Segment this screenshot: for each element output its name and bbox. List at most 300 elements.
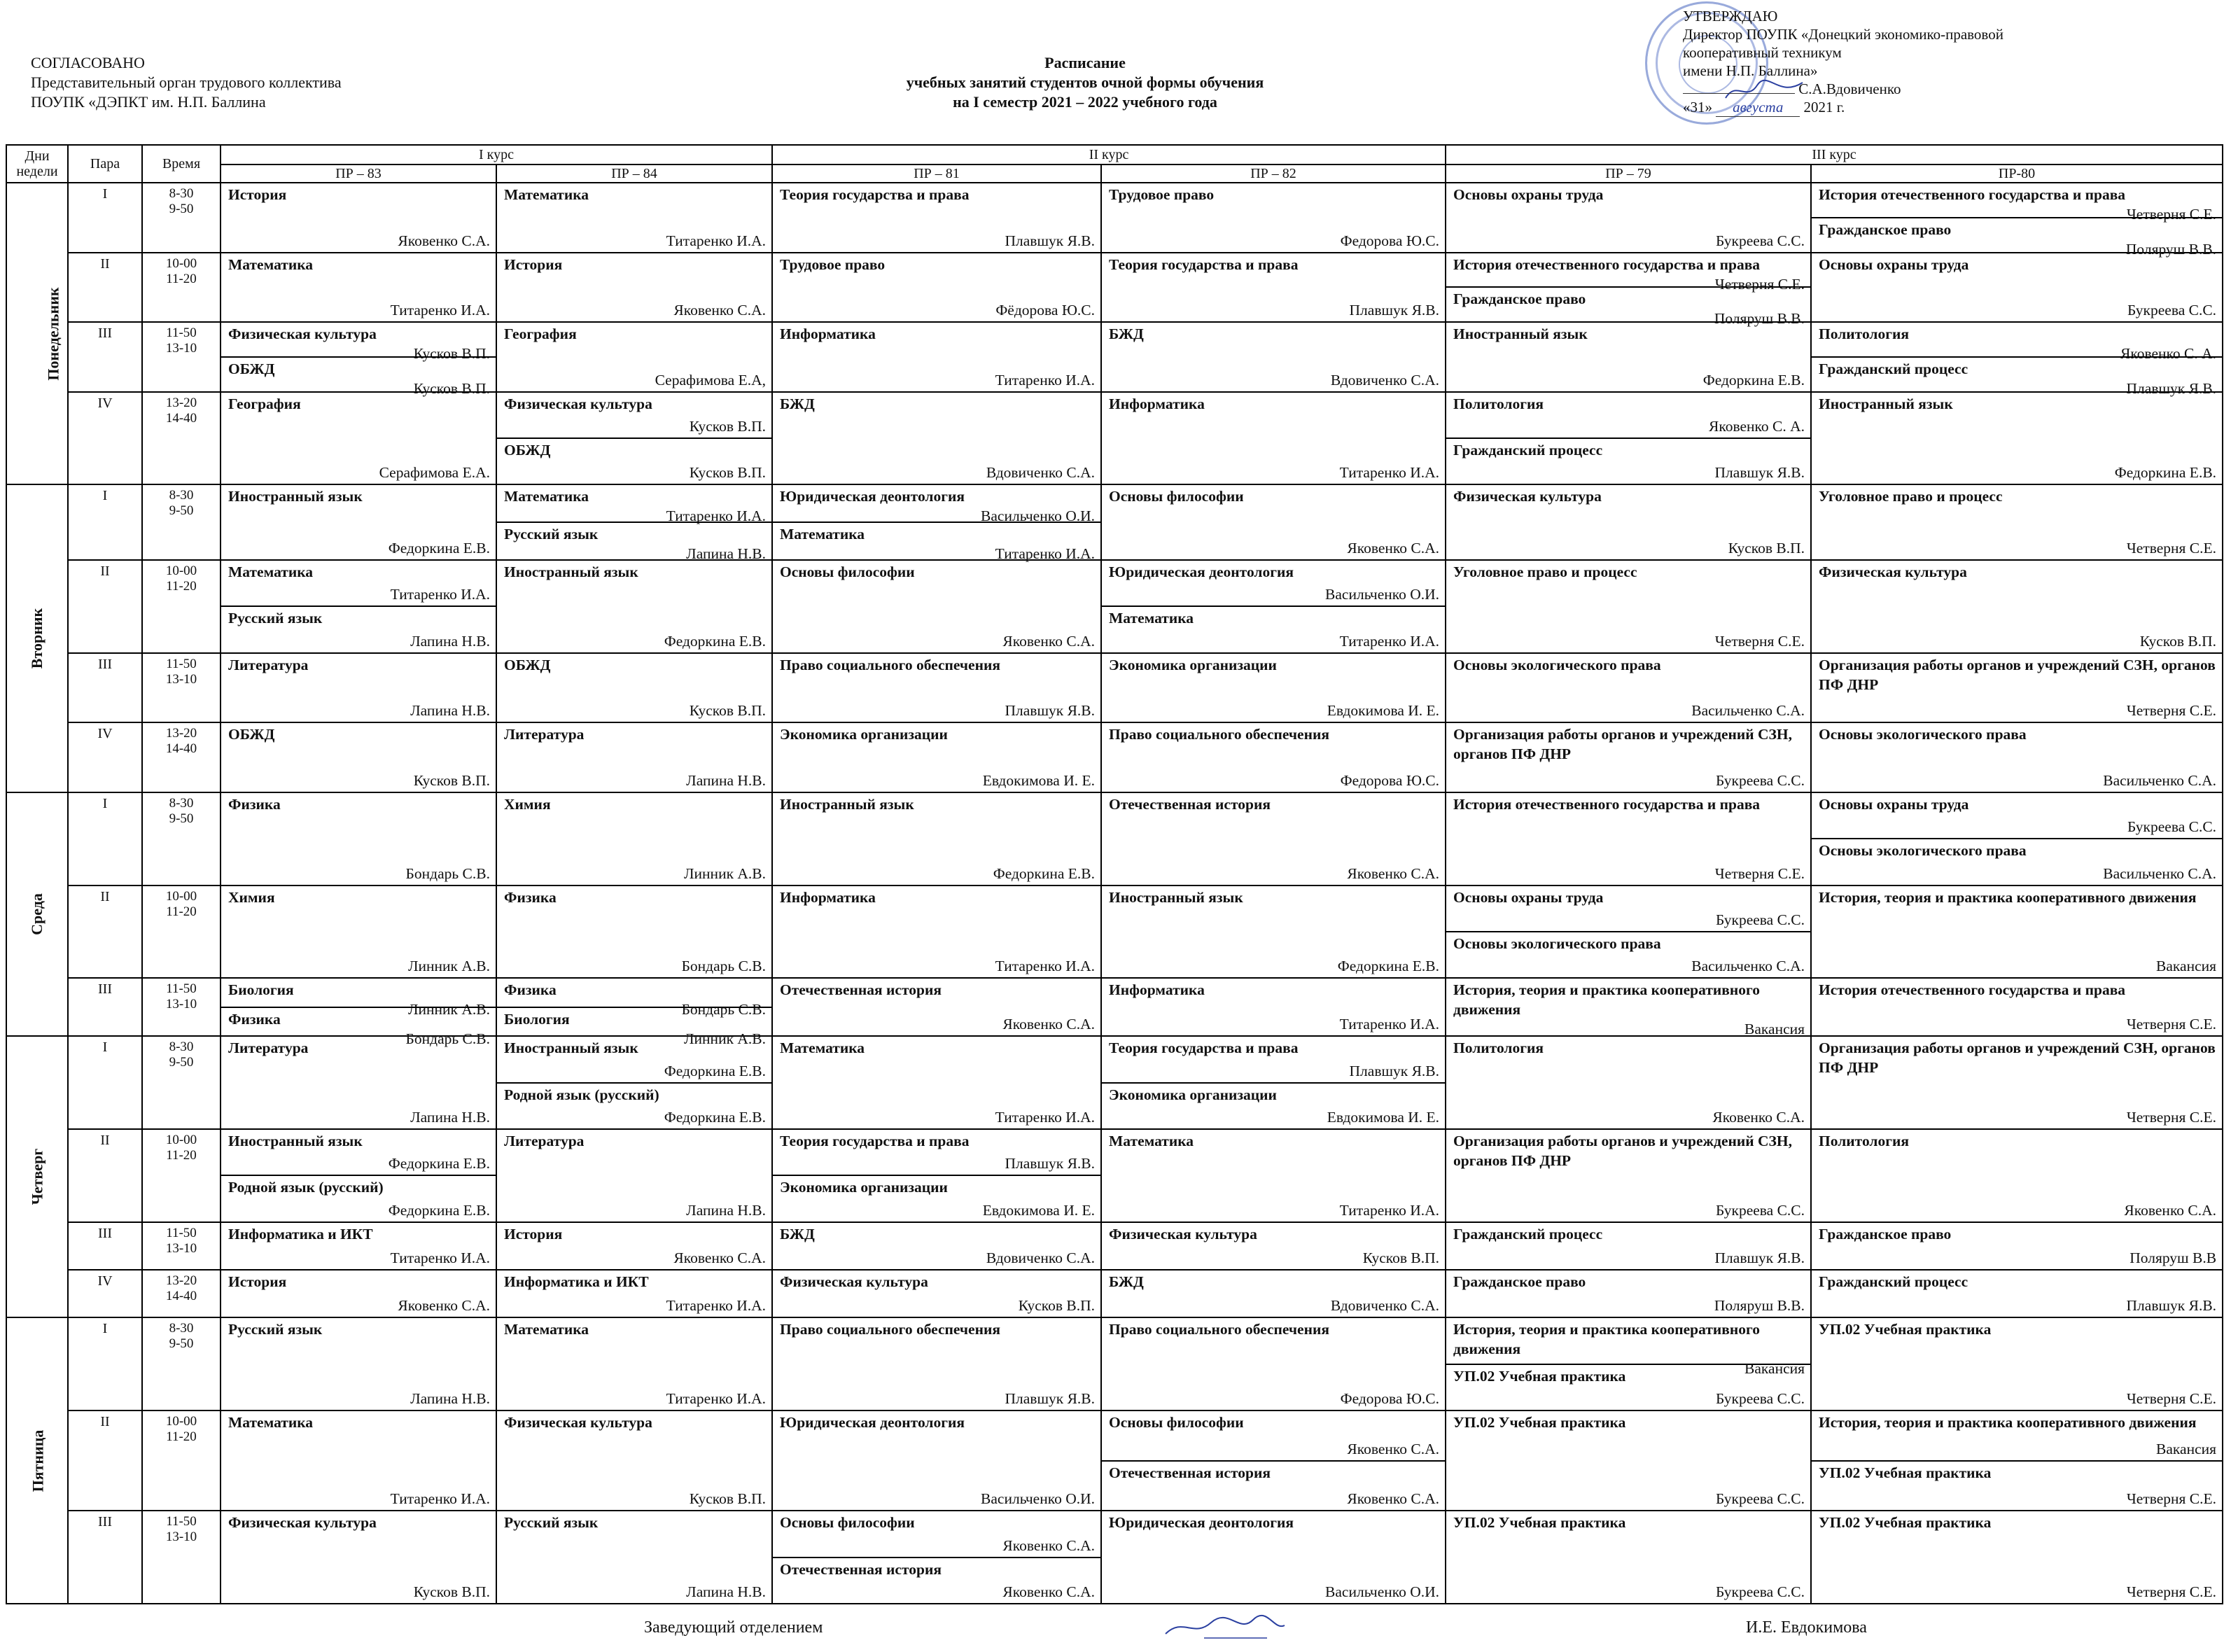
subject-name: Гражданский процесс	[1453, 1225, 1603, 1242]
subject-name: Основы философии	[1109, 488, 1244, 505]
lesson-entry	[1102, 323, 1445, 391]
lesson-entry	[1446, 438, 1810, 484]
subject-name: Физическая культура	[1819, 564, 1967, 581]
schedule-cell	[221, 183, 496, 253]
lesson-entry	[1446, 1411, 1810, 1510]
subject-name: Литература	[504, 1132, 585, 1149]
time-start: 11-50	[166, 656, 197, 671]
subject-name: ОБЖД	[504, 441, 551, 458]
lesson-entry	[773, 1223, 1100, 1269]
schedule-cell	[1446, 1129, 1811, 1222]
time-end: 13-10	[165, 671, 197, 687]
col-day: Дни недели	[6, 145, 68, 183]
time-slot	[142, 560, 221, 653]
subject-name: Химия	[228, 888, 275, 906]
subject-name: Иностранный язык	[1453, 326, 1588, 343]
teacher-name: Поляруш В.В	[2129, 1249, 2217, 1266]
teacher-name: Титаренко И.А.	[390, 586, 490, 603]
subject-name: Родной язык (русский)	[504, 1086, 659, 1103]
schedule-cell	[221, 484, 496, 560]
subject-name: История отечественного государства и права	[1819, 981, 2126, 999]
teacher-name: Титаренко И.А.	[1339, 632, 1440, 650]
subject-name: Отечественная история	[1109, 795, 1271, 813]
lesson-entry	[1446, 253, 1810, 293]
teacher-name: Кусков В.П.	[413, 771, 490, 789]
lesson-entry	[1812, 1037, 2222, 1128]
approved-date-year: 2021 г.	[1803, 99, 1845, 115]
subject-name: Трудовое право	[1109, 186, 1215, 203]
lesson-entry	[773, 323, 1100, 391]
teacher-name: Букреева С.С.	[1715, 1583, 1805, 1600]
schedule-cell	[1811, 886, 2223, 979]
teacher-name: Федорова Ю.С.	[1340, 232, 1440, 249]
subject-name: История отечественного государства и права	[1453, 795, 1761, 813]
teacher-name: Вдовиченко С.А.	[1330, 1297, 1440, 1315]
teacher-name: Лапина Н.В.	[410, 1390, 490, 1408]
time-start: 10-00	[165, 888, 197, 904]
subject-name: УП.02 Учебная практика	[1819, 1514, 1992, 1532]
subject-name: Экономика организации	[1109, 656, 1277, 673]
schedule-cell	[221, 1317, 496, 1410]
lesson-entry	[773, 1130, 1100, 1175]
subject-name: Физика	[504, 888, 557, 906]
lesson-entry	[1446, 886, 1810, 931]
schedule-cell	[1811, 253, 2223, 323]
schedule-cell	[496, 978, 772, 1047]
time-slot	[142, 392, 221, 485]
schedule-cell	[1811, 392, 2223, 485]
lesson-entry	[497, 183, 771, 252]
subject-name: Теория государства и права	[780, 1132, 970, 1149]
approved-date-month: августа	[1716, 98, 1800, 117]
subject-name: Информатика и ИКТ	[504, 1273, 649, 1290]
subject-name: Теория государства и права	[780, 186, 970, 203]
table-row	[6, 253, 2223, 323]
teacher-name: Поляруш В.В.	[2125, 240, 2217, 258]
schedule-cell	[1446, 722, 1811, 792]
schedule-cell	[772, 1036, 1101, 1129]
subject-name: Математика	[780, 526, 865, 543]
teacher-name: Кусков В.П.	[413, 345, 490, 363]
schedule-cell	[496, 1036, 772, 1129]
teacher-name: Титаренко И.А.	[995, 371, 1096, 388]
teacher-name: Васильченко О.И.	[981, 1490, 1096, 1508]
lesson-entry	[221, 356, 496, 397]
lesson-entry	[773, 1270, 1100, 1317]
subject-name: Трудовое право	[780, 255, 886, 273]
group-header: ПР-80	[1811, 164, 2223, 183]
teacher-name: Кусков В.П.	[689, 464, 767, 482]
teacher-name: Четверня С.Е.	[2126, 702, 2217, 720]
schedule-cell	[1101, 653, 1446, 723]
teacher-name: Титаренко И.А.	[1339, 464, 1440, 482]
title-line-3: на I семестр 2021 – 2022 учебного года	[953, 93, 1217, 111]
para-number: III	[68, 653, 142, 723]
subject-name: Иностранный язык	[1109, 888, 1243, 906]
lesson-entry	[221, 1175, 496, 1221]
lesson-entry	[221, 1270, 496, 1317]
teacher-name: Евдокимова И. Е.	[982, 771, 1096, 789]
subject-name: История, теория и практика кооперативного движения	[1819, 888, 2197, 906]
teacher-name: Четверня С.Е.	[2126, 1108, 2217, 1126]
schedule-cell	[1446, 1270, 1811, 1317]
teacher-name: Вдовиченко С.А.	[986, 1249, 1096, 1266]
teacher-name: Букреева С.С.	[2127, 818, 2217, 836]
lesson-entry	[1446, 286, 1810, 328]
subject-name: УП.02 Учебная практика	[1453, 1514, 1626, 1532]
lesson-entry	[1446, 793, 1810, 885]
subject-name: Организация работы органов и учреждений СЗН, органов ПФ ДНР	[1453, 1132, 1793, 1169]
lesson-entry	[773, 979, 1100, 1035]
lesson-entry	[1102, 606, 1445, 652]
schedule-cell	[1811, 1036, 2223, 1129]
time-end: 14-40	[165, 1288, 197, 1303]
teacher-name: Букреева С.С.	[1715, 1390, 1805, 1408]
schedule-cell	[772, 1222, 1101, 1270]
para-number: II	[68, 253, 142, 323]
title-line-1: Расписание	[1044, 54, 1126, 71]
teacher-name: Бондарь С.В.	[405, 864, 490, 882]
teacher-name: Яковенко С.А.	[398, 232, 490, 249]
time-end: 11-20	[166, 271, 197, 286]
schedule-cell	[1446, 392, 1811, 485]
teacher-name: Фёдорова Ю.С.	[995, 302, 1096, 319]
teacher-name: Титаренко И.А.	[390, 302, 490, 319]
lesson-entry	[1812, 1511, 2222, 1603]
teacher-name: Васильченко О.И.	[1325, 586, 1440, 603]
lesson-entry	[1446, 323, 1810, 391]
time-slot	[142, 722, 221, 792]
table-row	[6, 1036, 2223, 1129]
time-slot	[142, 1317, 221, 1410]
schedule-cell	[221, 1410, 496, 1511]
lesson-entry	[1446, 1037, 1810, 1128]
approved-signer-row	[1683, 80, 2003, 98]
time-end: 9-50	[169, 503, 194, 519]
group-header: ПР – 82	[1101, 164, 1446, 183]
time-start: 8-30	[169, 488, 194, 503]
lesson-entry	[1812, 1318, 2222, 1410]
teacher-name: Федоркина Е.В.	[2114, 464, 2217, 482]
time-slot	[142, 1270, 221, 1317]
time-end: 13-10	[165, 997, 197, 1012]
schedule-cell	[1811, 792, 2223, 886]
schedule-cell	[496, 1270, 772, 1317]
subject-name: Гражданское право	[1453, 1273, 1586, 1290]
teacher-name: Евдокимова И. Е.	[1327, 1108, 1440, 1126]
schedule-cell	[1101, 183, 1446, 253]
subject-name: Информатика	[1109, 395, 1205, 412]
teacher-name: Вакансия	[1744, 1021, 1805, 1038]
lesson-entry	[1446, 1130, 1810, 1222]
subject-name: Русский язык	[504, 526, 599, 543]
subject-name: История отечественного государства и права	[1819, 186, 2126, 203]
teacher-name: Васильченко С.А.	[1691, 702, 1805, 720]
lesson-entry	[1102, 561, 1445, 606]
teacher-name: Яковенко С.А.	[398, 1297, 490, 1315]
subject-name: Математика	[228, 255, 314, 273]
time-slot	[142, 978, 221, 1036]
schedule-cell	[1446, 1511, 1811, 1604]
time-end: 11-20	[166, 1147, 197, 1163]
teacher-name: Яковенко С.А.	[1002, 1583, 1096, 1600]
schedule-cell	[496, 560, 772, 653]
teacher-name: Лапина Н.В.	[410, 632, 490, 650]
subject-name: БЖД	[780, 1225, 815, 1242]
approved-signer: С.А.Вдовиченко	[1798, 80, 1901, 97]
time-slot	[142, 322, 221, 392]
time-end: 14-40	[165, 410, 197, 426]
day-label: Четверг	[28, 1148, 46, 1205]
subject-name: БЖД	[780, 395, 815, 412]
lesson-entry	[221, 1223, 496, 1269]
subject-name: Русский язык	[228, 1321, 323, 1338]
teacher-name: Федоркина Е.В.	[664, 632, 767, 650]
schedule-cell	[496, 322, 772, 392]
schedule-cell	[496, 886, 772, 979]
schedule-cell	[1446, 1410, 1811, 1511]
teacher-name: Яковенко С.А.	[673, 1249, 767, 1266]
subject-name: Основы охраны труда	[1819, 255, 1969, 273]
teacher-name: Яковенко С.А.	[1347, 864, 1440, 882]
schedule-cell	[1446, 653, 1811, 723]
para-number: I	[68, 1036, 142, 1129]
table-row	[6, 560, 2223, 653]
schedule-cell	[221, 1511, 496, 1604]
para-number: I	[68, 792, 142, 886]
teacher-name: Кусков В.П.	[1728, 540, 1805, 557]
time-slot	[142, 253, 221, 323]
lesson-entry	[497, 1318, 771, 1410]
subject-name: Основы экологического права	[1453, 656, 1661, 673]
teacher-name: Плавшук Я.В.	[1005, 232, 1096, 249]
time-start: 11-50	[166, 1514, 197, 1530]
schedule-cell	[496, 1317, 772, 1410]
lesson-entry	[773, 1037, 1100, 1128]
subject-name: Основы охраны труда	[1819, 795, 1969, 813]
subject-name: Математика	[1109, 1132, 1194, 1149]
lesson-entry	[1446, 1364, 1810, 1410]
lesson-entry	[497, 979, 771, 1018]
lesson-entry	[1446, 1223, 1810, 1269]
subject-name: История	[228, 1273, 287, 1290]
subject-name: Основы охраны труда	[1453, 186, 1604, 203]
day-label: Пятница	[29, 1429, 47, 1492]
subject-name: Биология	[228, 981, 294, 999]
subject-name: Математика	[504, 1321, 589, 1338]
lesson-entry	[773, 1411, 1100, 1510]
lesson-entry	[773, 393, 1100, 484]
teacher-name: Плавшук Я.В.	[1714, 1249, 1805, 1266]
lesson-entry	[1102, 1460, 1445, 1511]
subject-name: Иностранный язык	[780, 795, 914, 813]
subject-name: Физическая культура	[780, 1273, 928, 1290]
teacher-name: Васильченко О.И.	[1325, 1583, 1440, 1600]
time-slot	[142, 1129, 221, 1222]
teacher-name: Бондарь С.В.	[681, 1001, 767, 1018]
teacher-name: Четверня С.Е.	[2126, 540, 2217, 557]
lesson-entry	[773, 1557, 1100, 1603]
lesson-entry	[497, 723, 771, 792]
schedule-cell	[1811, 1129, 2223, 1222]
lesson-entry	[221, 1007, 496, 1047]
group-header: ПР – 84	[496, 164, 772, 183]
para-number: III	[68, 1511, 142, 1604]
teacher-name: Лапина Н.В.	[410, 702, 490, 720]
lesson-entry	[497, 886, 771, 978]
day-label: Среда	[27, 893, 46, 935]
lesson-entry	[1102, 1511, 1445, 1603]
schedule-cell	[772, 722, 1101, 792]
schedule-cell	[1446, 1036, 1811, 1129]
schedule-cell	[496, 392, 772, 485]
table-row	[6, 1129, 2223, 1222]
subject-name: Гражданское право	[1453, 290, 1586, 308]
schedule-cell	[772, 183, 1101, 253]
table-row	[6, 886, 2223, 979]
time-start: 11-50	[166, 981, 197, 997]
teacher-name: Плавшук Я.В.	[1349, 1062, 1440, 1079]
lesson-entry	[773, 1318, 1100, 1410]
time-slot	[142, 484, 221, 560]
schedule-cell	[1446, 484, 1811, 560]
lesson-entry	[221, 979, 496, 1018]
schedule-cell	[772, 792, 1101, 886]
agreed-line-2: Представительный орган трудового коллектива	[31, 74, 342, 91]
subject-name: Гражданский процесс	[1819, 1273, 1968, 1290]
subject-name: Юридическая деонтология	[1109, 564, 1294, 581]
lesson-entry	[221, 654, 496, 722]
lesson-entry	[221, 253, 496, 322]
lesson-entry	[1446, 393, 1810, 438]
teacher-name: Плавшук Я.В.	[2126, 379, 2217, 397]
subject-name: Математика	[1109, 610, 1194, 627]
lesson-entry	[773, 654, 1100, 722]
subject-name: Литература	[228, 656, 309, 673]
time-end: 14-40	[165, 741, 197, 757]
schedule-cell	[221, 392, 496, 485]
time-start: 10-00	[165, 255, 197, 271]
schedule-cell	[772, 1270, 1101, 1317]
time-start: 13-20	[165, 395, 197, 410]
subject-name: Основы экологического права	[1819, 842, 2027, 860]
teacher-name: Титаренко И.А.	[390, 1490, 490, 1508]
teacher-name: Линник А.В.	[683, 1030, 767, 1047]
subject-name: История	[228, 186, 287, 203]
teacher-name: Плавшук Я.В.	[2126, 1297, 2217, 1315]
head-signature-icon	[1162, 1610, 1288, 1644]
col-para: Пара	[68, 145, 142, 183]
time-end: 11-20	[166, 579, 197, 594]
teacher-name: Букреева С.С.	[1715, 1490, 1805, 1508]
subject-name: УП.02 Учебная практика	[1819, 1464, 1992, 1481]
table-row	[6, 322, 2223, 392]
lesson-entry	[1812, 323, 2222, 363]
teacher-name: Евдокимова И. Е.	[982, 1201, 1096, 1219]
lesson-entry	[497, 1130, 771, 1222]
schedule-cell	[1101, 1270, 1446, 1317]
lesson-entry	[773, 561, 1100, 652]
lesson-entry	[773, 1511, 1100, 1556]
subject-name: Основы философии	[1109, 1414, 1244, 1432]
para-number: II	[68, 560, 142, 653]
teacher-name: Федорова Ю.С.	[1340, 771, 1440, 789]
teacher-name: Титаренко И.А.	[995, 1108, 1096, 1126]
subject-name: Иностранный язык	[504, 1040, 638, 1057]
teacher-name: Титаренко И.А.	[1339, 1016, 1440, 1033]
subject-name: Юридическая деонтология	[780, 1414, 965, 1432]
lesson-entry	[1812, 393, 2222, 484]
schedule-cell	[221, 322, 496, 397]
subject-name: Информатика	[1109, 981, 1205, 999]
time-slot	[142, 792, 221, 886]
subject-name: БЖД	[1109, 1273, 1144, 1290]
lesson-entry	[1812, 217, 2222, 258]
schedule-cell	[221, 1222, 496, 1270]
lesson-entry	[1102, 1411, 1445, 1460]
lesson-entry	[221, 1411, 496, 1510]
day-label: Вторник	[28, 608, 46, 669]
schedule-cell	[772, 978, 1101, 1036]
table-row	[6, 1410, 2223, 1511]
schedule-cell	[496, 722, 772, 792]
lesson-entry	[1102, 183, 1445, 252]
schedule-cell	[1446, 183, 1811, 253]
course-2-header: II курс	[772, 145, 1446, 164]
schedule-cell	[1101, 253, 1446, 323]
lesson-entry	[221, 606, 496, 652]
lesson-entry	[1812, 253, 2222, 322]
teacher-name: Кусков В.П.	[689, 702, 767, 720]
signature-line	[1683, 93, 1795, 94]
subject-name: Иностранный язык	[1819, 395, 1953, 412]
subject-name: Информатика	[780, 888, 876, 906]
subject-name: Экономика организации	[780, 1179, 948, 1196]
lesson-entry	[1812, 793, 2222, 838]
teacher-name: Поляруш В.В.	[1714, 1297, 1805, 1315]
table-row	[6, 1511, 2223, 1604]
lesson-entry	[497, 438, 771, 484]
subject-name: Физическая культура	[1453, 488, 1602, 505]
lesson-entry	[1446, 183, 1810, 252]
subject-name: ОБЖД	[504, 656, 551, 673]
subject-name: Основы философии	[780, 1514, 915, 1532]
table-header	[6, 145, 2223, 183]
agreed-line-1: СОГЛАСОВАНО	[31, 54, 145, 71]
lesson-entry	[1446, 723, 1810, 792]
teacher-name: Четверня С.Е.	[2126, 1490, 2217, 1508]
teacher-name: Яковенко С.А.	[1002, 1536, 1096, 1554]
para-number: III	[68, 322, 142, 392]
subject-name: Физика	[228, 795, 281, 813]
teacher-name: Федоркина Е.В.	[388, 540, 490, 557]
schedule-cell	[496, 1511, 772, 1604]
schedule-cell	[772, 1129, 1101, 1222]
subject-name: История, теория и практика кооперативного движения	[1453, 981, 1760, 1018]
subject-name: Литература	[228, 1040, 309, 1057]
time-slot	[142, 653, 221, 723]
teacher-name: Федоркина Е.В.	[1337, 958, 1440, 975]
lesson-entry	[1102, 793, 1445, 885]
day-label: Понедельник	[44, 287, 62, 381]
subject-name: Организация работы органов и учреждений СЗН, органов ПФ ДНР	[1819, 1040, 2216, 1077]
subject-name: Физическая культура	[228, 326, 377, 343]
time-start: 11-50	[166, 326, 197, 341]
para-number: III	[68, 978, 142, 1036]
schedule-cell	[772, 560, 1101, 653]
subject-name: Гражданское право	[1819, 1225, 1952, 1242]
teacher-name: Евдокимова И. Е.	[1327, 702, 1440, 720]
